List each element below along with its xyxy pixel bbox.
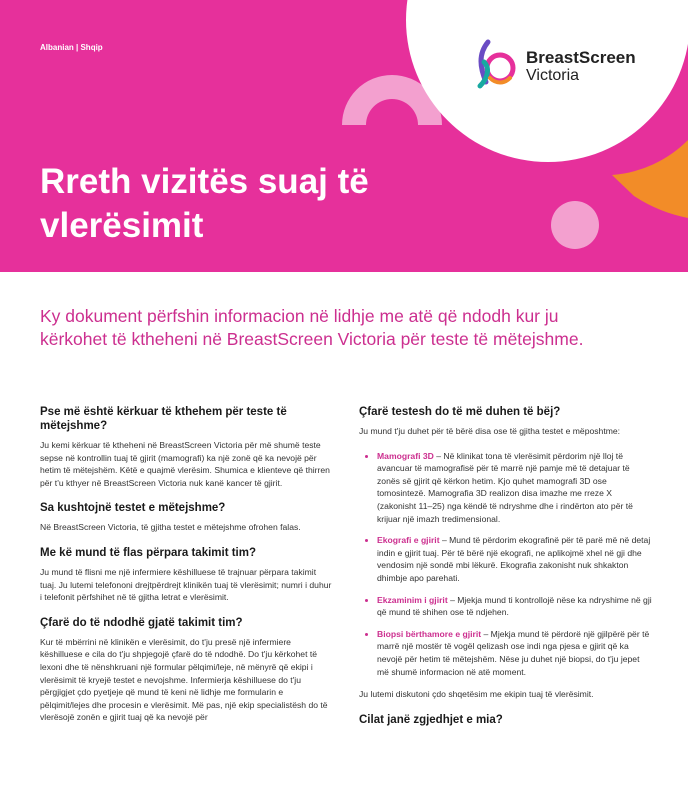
intro-text: Ky dokument përfshin informacion në lidhje me atë që ndodh kur ju kërkohet të ktheheni në BreastScreen Victoria për teste të mëtejshme. [40, 306, 584, 349]
list-item [377, 594, 653, 619]
section-heading: Cilat janë zgjedhjet e mia? [359, 713, 503, 726]
left-column [40, 405, 332, 736]
language-label: Albanian | Shqip [40, 43, 103, 52]
decorative-dot [551, 201, 599, 249]
breastscreen-logo-icon [470, 38, 520, 94]
right-column [359, 405, 653, 733]
section-heading: Pse më është kërkuar të kthehem për teste të mëtejshme? [40, 406, 287, 432]
section-heading: Me kë mund të flas përpara takimit tim? [40, 546, 257, 559]
list-item [377, 450, 653, 526]
section-heading: Çfarë do të ndodhë gjatë takimit tim? [40, 616, 243, 629]
test-term: Ekografi e gjirit [377, 535, 440, 546]
test-description: – Në klinikat tona të vlerësimit përdorim një lloj të avancuar të mamografisë për të marrë një pamje më të detajuar të zonës së gjirit që kërkon hetim. Kjo quhet mamografi 3D ose tomosintezë. Mamografia 3D realizon disa imazhe me rreze X (zakonisht 11–25) nga këndë të ndryshme dhe i rindërton ato për të krijuar një imazh tredimensional. [377, 450, 633, 524]
section-lead: Ju mund t'ju duhet për të bërë disa ose të gjitha testet e mëposhtme: [359, 426, 621, 436]
section-heading: Sa kushtojnë testet e mëtejshme? [40, 502, 226, 515]
section-body: Në BreastScreen Victoria, të gjitha testet e mëtejshme ofrohen falas. [40, 522, 301, 533]
tests-list [359, 450, 653, 679]
test-term: Biopsi bërthamore e gjirit [377, 628, 482, 639]
decorative-orange-shape [612, 140, 688, 218]
logo-name-line2: Victoria [526, 67, 580, 84]
logo [470, 38, 636, 94]
closing-text: Ju lutemi diskutoni çdo shqetësim me ekipin tuaj të vlerësimit. [359, 689, 594, 700]
section-body: Ju kemi kërkuar të ktheheni në BreastScreen Victoria për më shumë teste sepse në kontrollin tuaj të gjirit (mamografi) ka një zonë që ka nevojë për hetim të mëtejshëm. Këtë e quajmë vlerësim. Shumica e klienteve që thirren për t'u kthyer në BreastScreen Victoria nuk kanë kancer të gjirit. [40, 440, 330, 488]
page-title [40, 160, 460, 248]
logo-name-line1: BreastScreen [526, 48, 636, 67]
list-item [377, 628, 653, 678]
title-line1: Rreth vizitës suaj të [40, 162, 369, 201]
section-heading: Çfarë testesh do të më duhen të bëj? [359, 406, 561, 418]
test-description: – Mund të përdorim ekografinë për të parë më në detaj indin e gjirit tuaj. Për të bërë një ekografi, ne aplikojmë xhel në gji dhe vendosim një sondë mbi lëkurë. Ekografia zakonisht nuk shkakton dhimbje apo parehati. [377, 535, 651, 583]
header-banner [0, 0, 688, 272]
list-item [377, 534, 653, 584]
test-description: – Mjekja mund ti kontrollojë nëse ka ndryshime në gji që mund të shihen ose të ndjehen. [377, 594, 652, 618]
title-line2: vlerësimit [40, 206, 204, 245]
section-body: Kur të mbërrini në klinikën e vlerësimit, do t'ju presë një infermiere këshilluese e cila do t'ju shpjegojë çfarë do të ndodhë. Do t'ju kërkohet të lexoni dhe të nënshkruani një formular pëlqimi/leje, në mënyrë që ekipi i vlerësimit të kryejë testet e nevojshme. Infermierja këshilluese do t'ju përgjigjet çdo pyetjeje që mund të keni në lidhje me formularin e pëlqimit/lejes dhe procesin e vlerësimit. Më pas, një ekip specialistësh do të vlerësojë zonën e gjirit tuaj që ka nevojë për [40, 636, 328, 723]
test-term: Ekzaminim i gjirit [377, 594, 448, 605]
section-body: Ju mund të flisni me një infermiere këshilluese të trajnuar përpara takimit tuaj. Ju lutemi telefononi drejtpërdrejt klinikën tuaj të vlerësimit; numri i duhur i telefonit përfshihet në të gjitha letrat e vlerësimit. [40, 566, 332, 603]
test-description: – Mjekja mund të përdorë një gjilpërë për të marrë një mostër të vogël qelizash ose indi nga pjesa e gjirit që ka nevojë për hetim të mëtejshëm. Nëse ju duhet një biopsi, do t'ju jepet më shumë informacion në atë moment. [377, 628, 650, 677]
test-term: Mamografi 3D [377, 450, 434, 461]
